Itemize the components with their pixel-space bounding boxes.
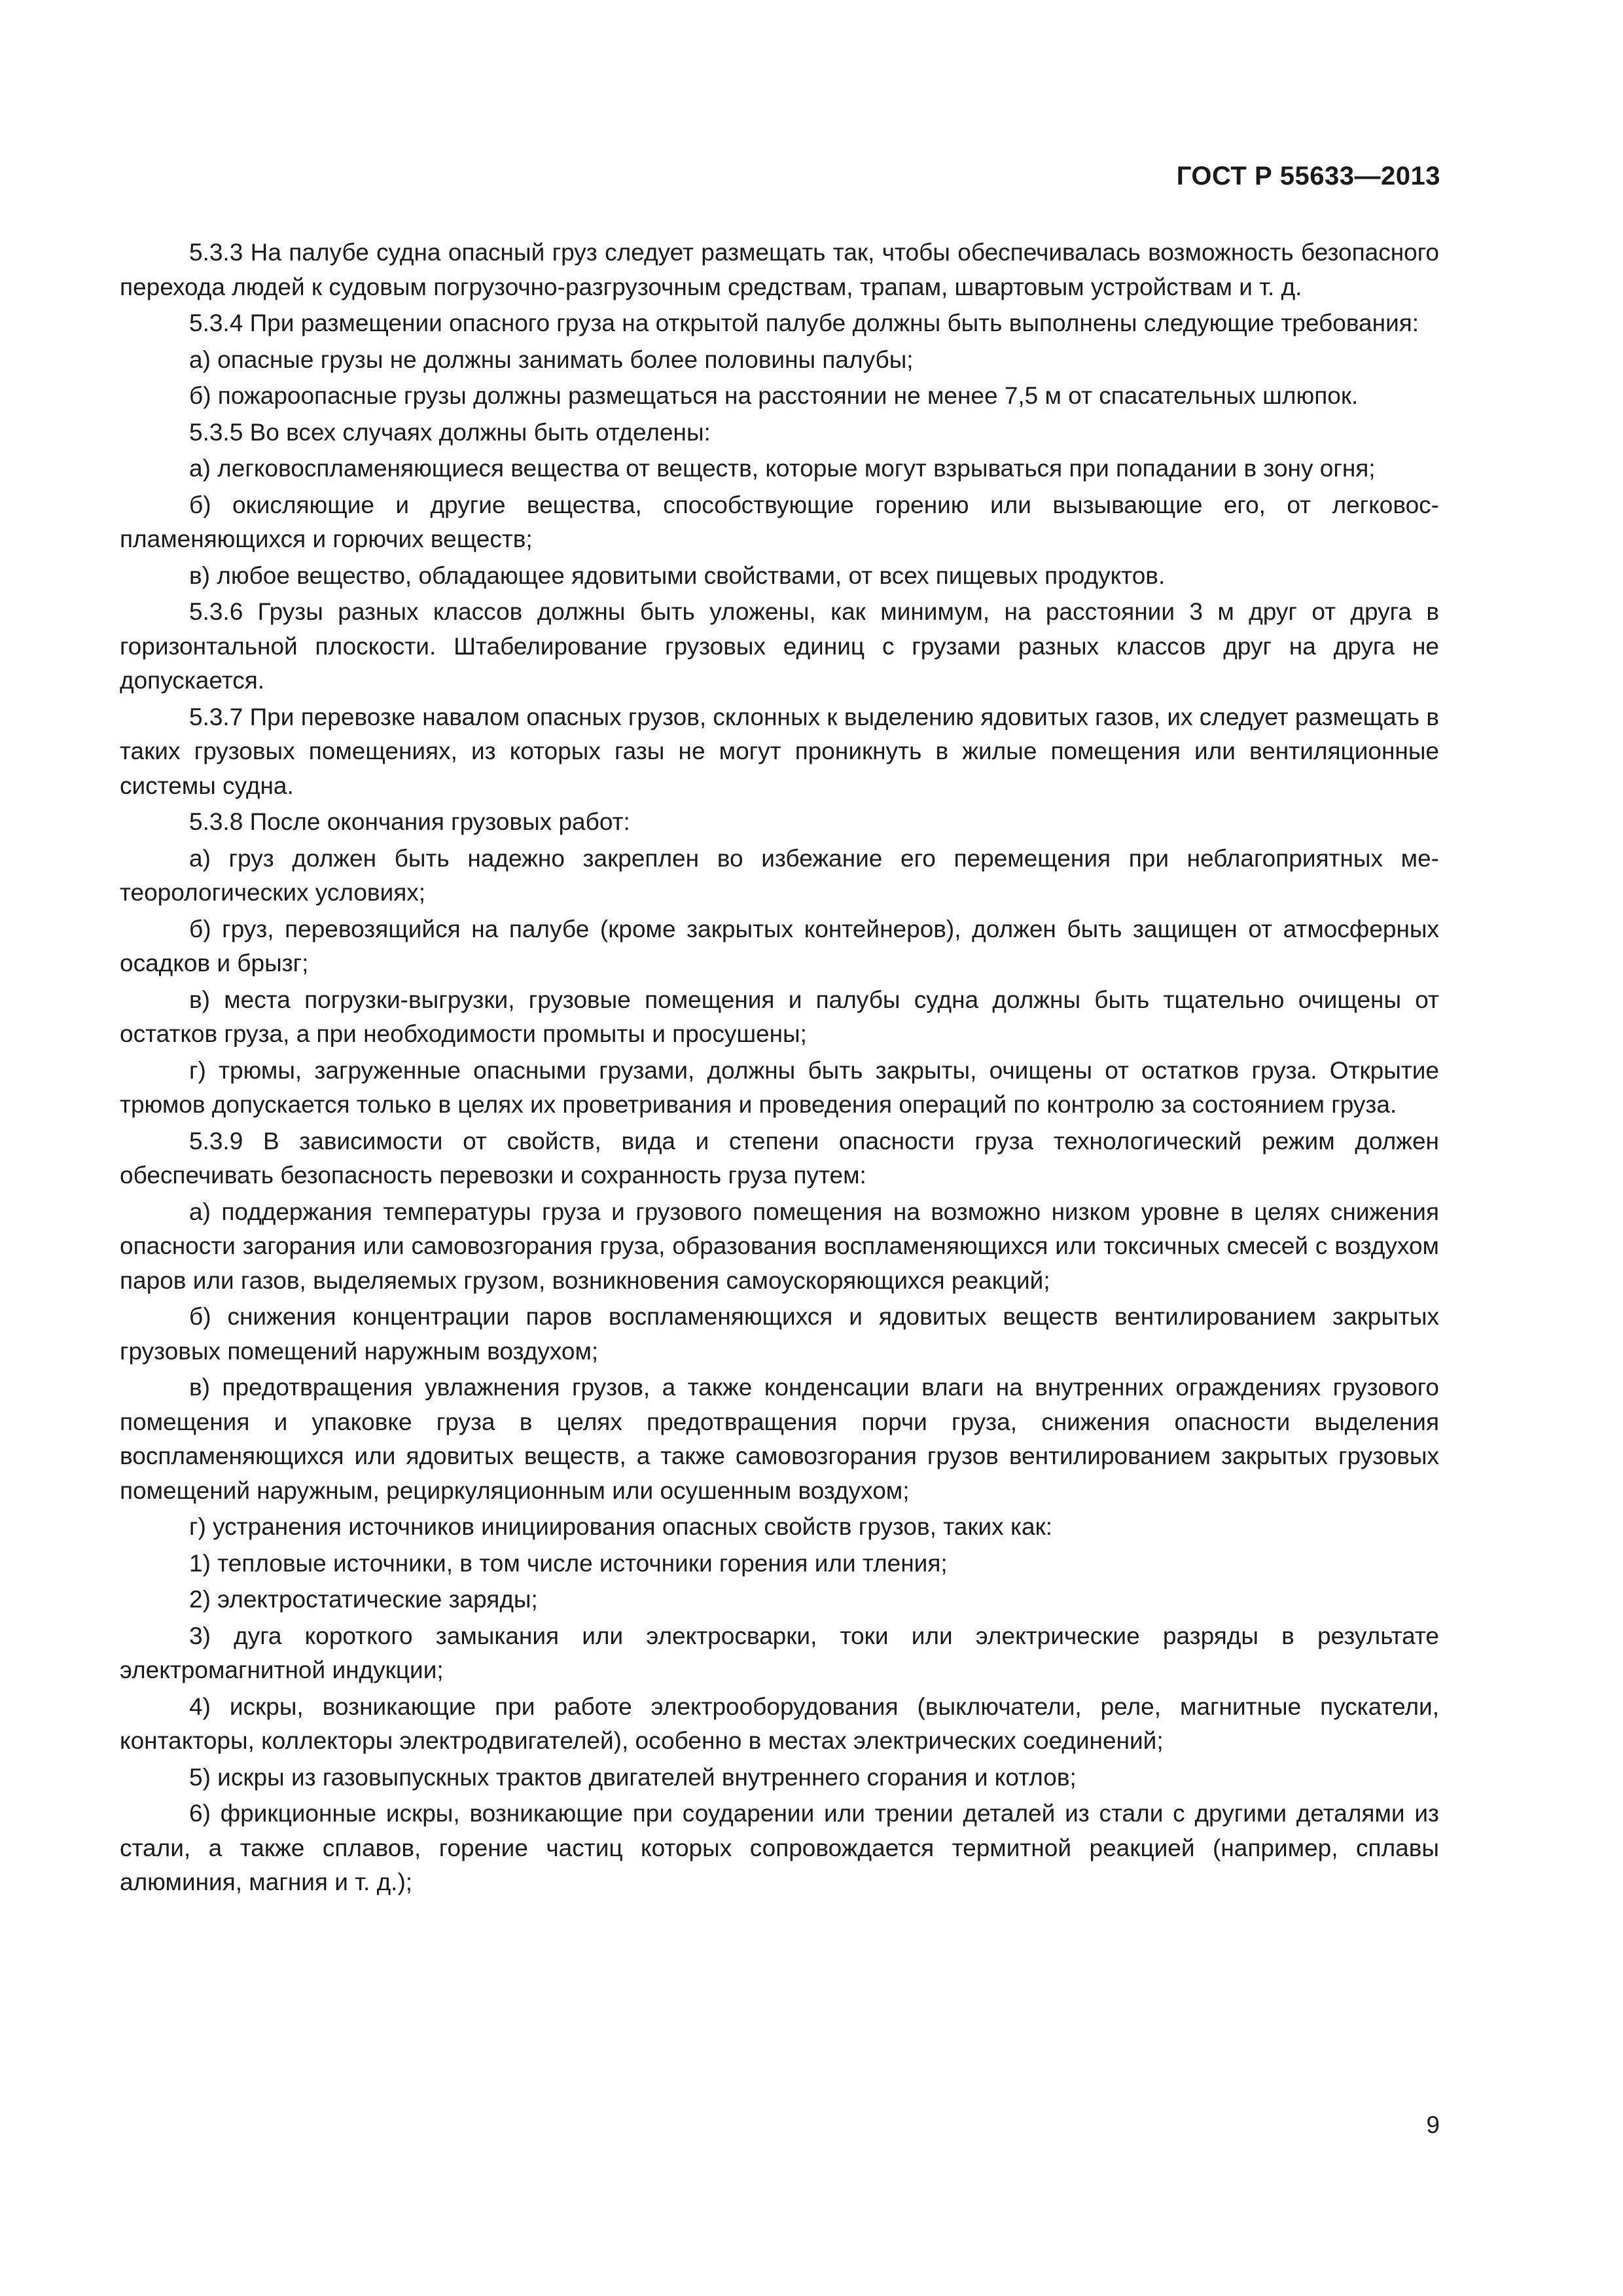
list-item-5-3-9-a: а) поддержания температуры груза и грузового помещения на возможно низком уровне в целях снижения опасности загорания или самовозгорания груза, образования воспламеняющихся или токсичных смесей с воздухом паров или газов, выделяемых грузом, возникновения самоускоряющихся реакций;: [120, 1198, 1439, 1294]
list-item-5-3-4-a: а) опасные грузы не должны занимать более половины палубы;: [189, 346, 914, 373]
list-item-5-3-4-b: б) пожароопасные грузы должны размещаться на расстоянии не менее 7,5 м от спасательных шлюпок.: [189, 382, 1359, 409]
list-item-5-3-9-g: г) устранения источников инициирования опасных свойств грузов, таких как:: [189, 1513, 1053, 1540]
paragraph-5-3-3: 5.3.3 На палубе судна опасный груз следует размещать так, чтобы обеспечивалась возможность безопасного перехода людей к судовым погрузочно-разгрузочным средствам, трапам, швартовым устройствам и т. д.: [120, 239, 1439, 300]
document-header-id: ГОСТ Р 55633—2013: [1176, 162, 1440, 190]
list-item-5-3-5-b: б) окисляющие и другие вещества, способствующие горению или вызывающие его, от легковоспламеняющихся и горючих веществ;: [120, 491, 1439, 552]
sub-list-item-2: 2) электростатические заряды;: [189, 1586, 538, 1613]
list-item-5-3-8-a: а) груз должен быть надежно закреплен во избежание его перемещения при неблагоприятных метеорологических условиях;: [120, 844, 1439, 906]
document-body: [120, 236, 1439, 1902]
list-item-5-3-8-v: в) места погрузки-выгрузки, грузовые помещения и палубы судна должны быть тщательно очищены от остатков груза, а при необходимости промыты и просушены;: [120, 986, 1439, 1047]
paragraph-5-3-9: 5.3.9 В зависимости от свойств, вида и степени опасности груза технологический режим должен обеспечивать безопасность перевозки и сохранность груза путем:: [120, 1127, 1439, 1189]
list-item-5-3-9-b: б) снижения концентрации паров воспламеняющихся и ядовитых веществ вентилированием закрытых грузовых помещений наружным воздухом;: [120, 1303, 1439, 1365]
sub-list-item-6: 6) фрикционные искры, возникающие при соударении или трении деталей из стали с другими деталями из стали, а также сплавов, горение частиц которых сопровождается термитной реакцией (например, сплавы алюминия, магния и т. д.);: [120, 1800, 1439, 1895]
list-item-5-3-5-a: а) легковоспламеняющиеся вещества от веществ, которые могут взрываться при попадании в зону огня;: [189, 455, 1376, 482]
sub-list-item-5: 5) искры из газовыпускных трактов двигателей внутреннего сгорания и котлов;: [189, 1763, 1077, 1791]
paragraph-5-3-6: 5.3.6 Грузы разных классов должны быть уложены, как минимум, на расстоянии 3 м друг от друга в горизонтальной плоскости. Штабелирование грузовых единиц с грузами разных классов друг на друга не допускается.: [120, 598, 1439, 694]
list-item-5-3-5-v: в) любое вещество, обладающее ядовитыми свойствами, от всех пищевых продуктов.: [189, 562, 1166, 589]
sub-list-item-1: 1) тепловые источники, в том числе источники горения или тления;: [189, 1549, 948, 1577]
sub-list-item-4: 4) искры, возникающие при работе электрооборудования (выключатели, реле, магнитные пускатели, контакторы, коллекторы электродвигателей), особенно в местах электрических соединений;: [120, 1693, 1439, 1754]
paragraph-5-3-8: 5.3.8 После окончания грузовых работ:: [189, 808, 630, 835]
list-item-5-3-8-g: г) трюмы, загруженные опасными грузами, должны быть закрыты, очищены от остатков груза. Открытие трюмов допускается только в целях их проветривания и проведения операций по контролю за состоянием груза.: [120, 1056, 1439, 1118]
sub-list-item-3: 3) дуга короткого замыкания или электросварки, токи или электрические разряды в результате электромагнитной индукции;: [120, 1622, 1439, 1683]
paragraph-5-3-7: 5.3.7 При перевозке навалом опасных грузов, склонных к выделению ядовитых газов, их следует размещать в таких грузовых помещениях, из которых газы не могут проникнуть в жилые помещения или вентиляционные системы судна.: [120, 703, 1439, 799]
page-number: 9: [1426, 2111, 1440, 2138]
paragraph-5-3-4: 5.3.4 При размещении опасного груза на открытой палубе должны быть выполнены следующие требования:: [189, 310, 1419, 336]
list-item-5-3-8-b: б) груз, перевозящийся на палубе (кроме закрытых контейнеров), должен быть защищен от атмосферных осадков и брызг;: [120, 915, 1439, 977]
paragraph-5-3-5: 5.3.5 Во всех случаях должны быть отделены:: [189, 418, 711, 446]
list-item-5-3-9-v: в) предотвращения увлажнения грузов, а также конденсации влаги на внутренних ограждениях грузового помещения и упаковке груза в целях предотвращения порчи груза, снижения опасности выделения воспламеняющихся или ядовитых веществ, а также самовозгорания грузов вентилированием закрытых грузовых помещений наружным, рециркуляционным или осушенным воздухом;: [120, 1374, 1439, 1504]
